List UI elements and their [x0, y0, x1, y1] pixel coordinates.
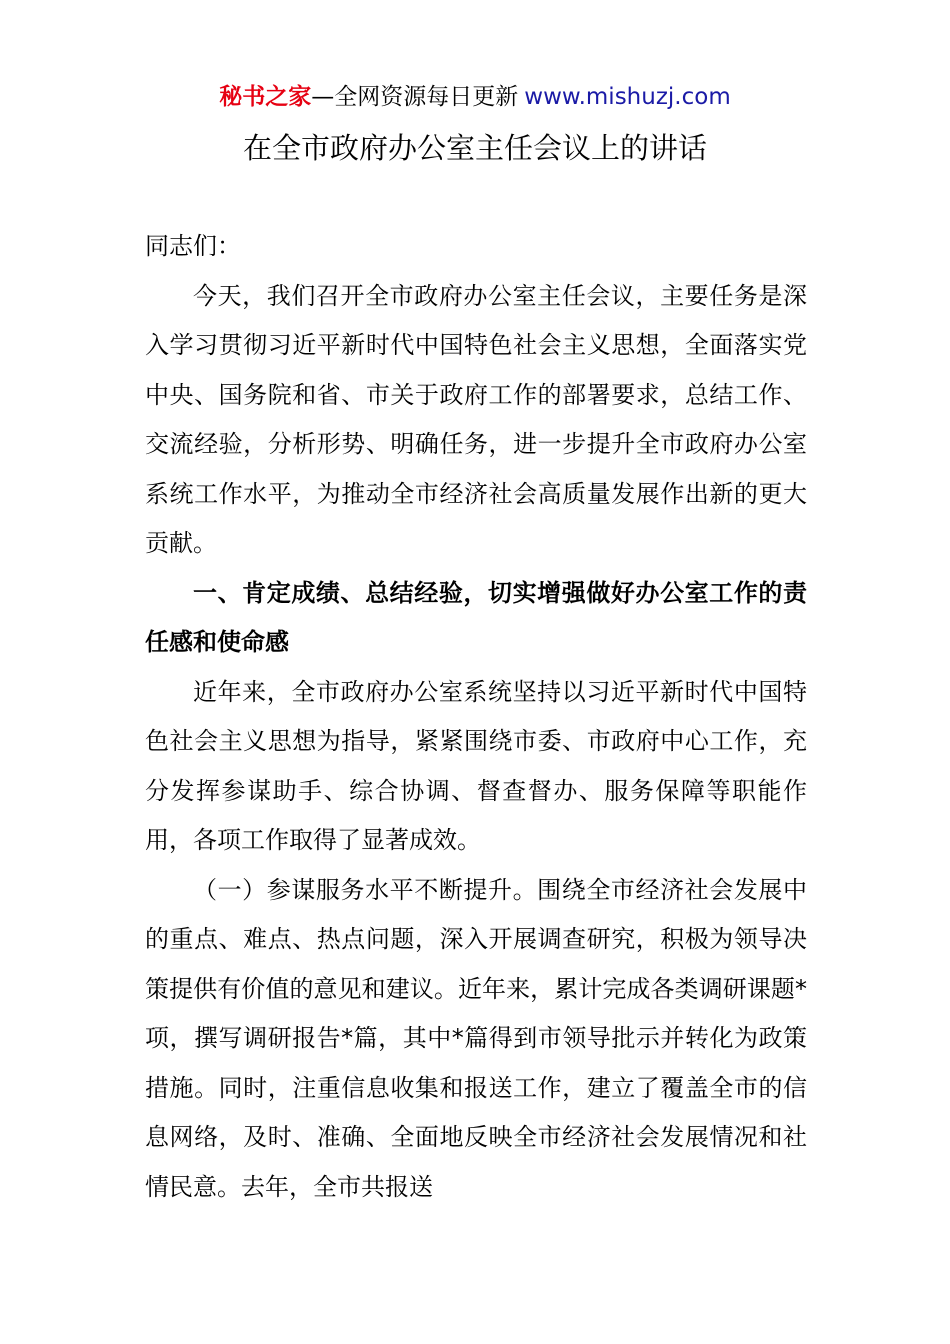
salutation: 同志们： — [145, 232, 241, 260]
site-header — [0, 80, 950, 114]
site-brand: 秘书之家 — [219, 84, 312, 110]
paragraph-subsection-1: （一）参谋服务水平不断提升。围绕全市经济社会发展中的重点、难点、热点问题，深入开展调查研究，积极为领导决策提供有价值的意见和建议。近年来，累计完成各类调研课题*项，撰写调研报告*篇，其中*篇得到市领导批示并转化为政策措施。同时，注重信息收集和报送工作，建立了覆盖全市的信息网络，及时、准确、全面地反映全市经济社会发展情况和社情民意。去年，全市共报送 — [145, 875, 807, 1201]
paragraph-intro: 今天，我们召开全市政府办公室主任会议，主要任务是深入学习贯彻习近平新时代中国特色社会主义思想，全面落实党中央、国务院和省、市关于政府工作的部署要求，总结工作、交流经验，分析形势、明确任务，进一步提升全市政府办公室系统工作水平，为推动全市经济社会高质量发展作出新的更大贡献。 — [145, 281, 807, 557]
paragraph-achievements: 近年来，全市政府办公室系统坚持以习近平新时代中国特色社会主义思想为指导，紧紧围绕市委、市政府中心工作，充分发挥参谋助手、综合协调、督查督办、服务保障等职能作用，各项工作取得了显著成效。 — [145, 677, 807, 854]
document-body — [145, 222, 807, 1212]
section-heading-1: 一、肯定成绩、总结经验，切实增强做好办公室工作的责任感和使命感 — [145, 578, 807, 656]
site-tagline: —全网资源每日更新 — [311, 84, 519, 110]
site-url[interactable]: www.mishuzj.com — [524, 84, 731, 110]
document-title: 在全市政府办公室主任会议上的讲话 — [242, 131, 707, 165]
